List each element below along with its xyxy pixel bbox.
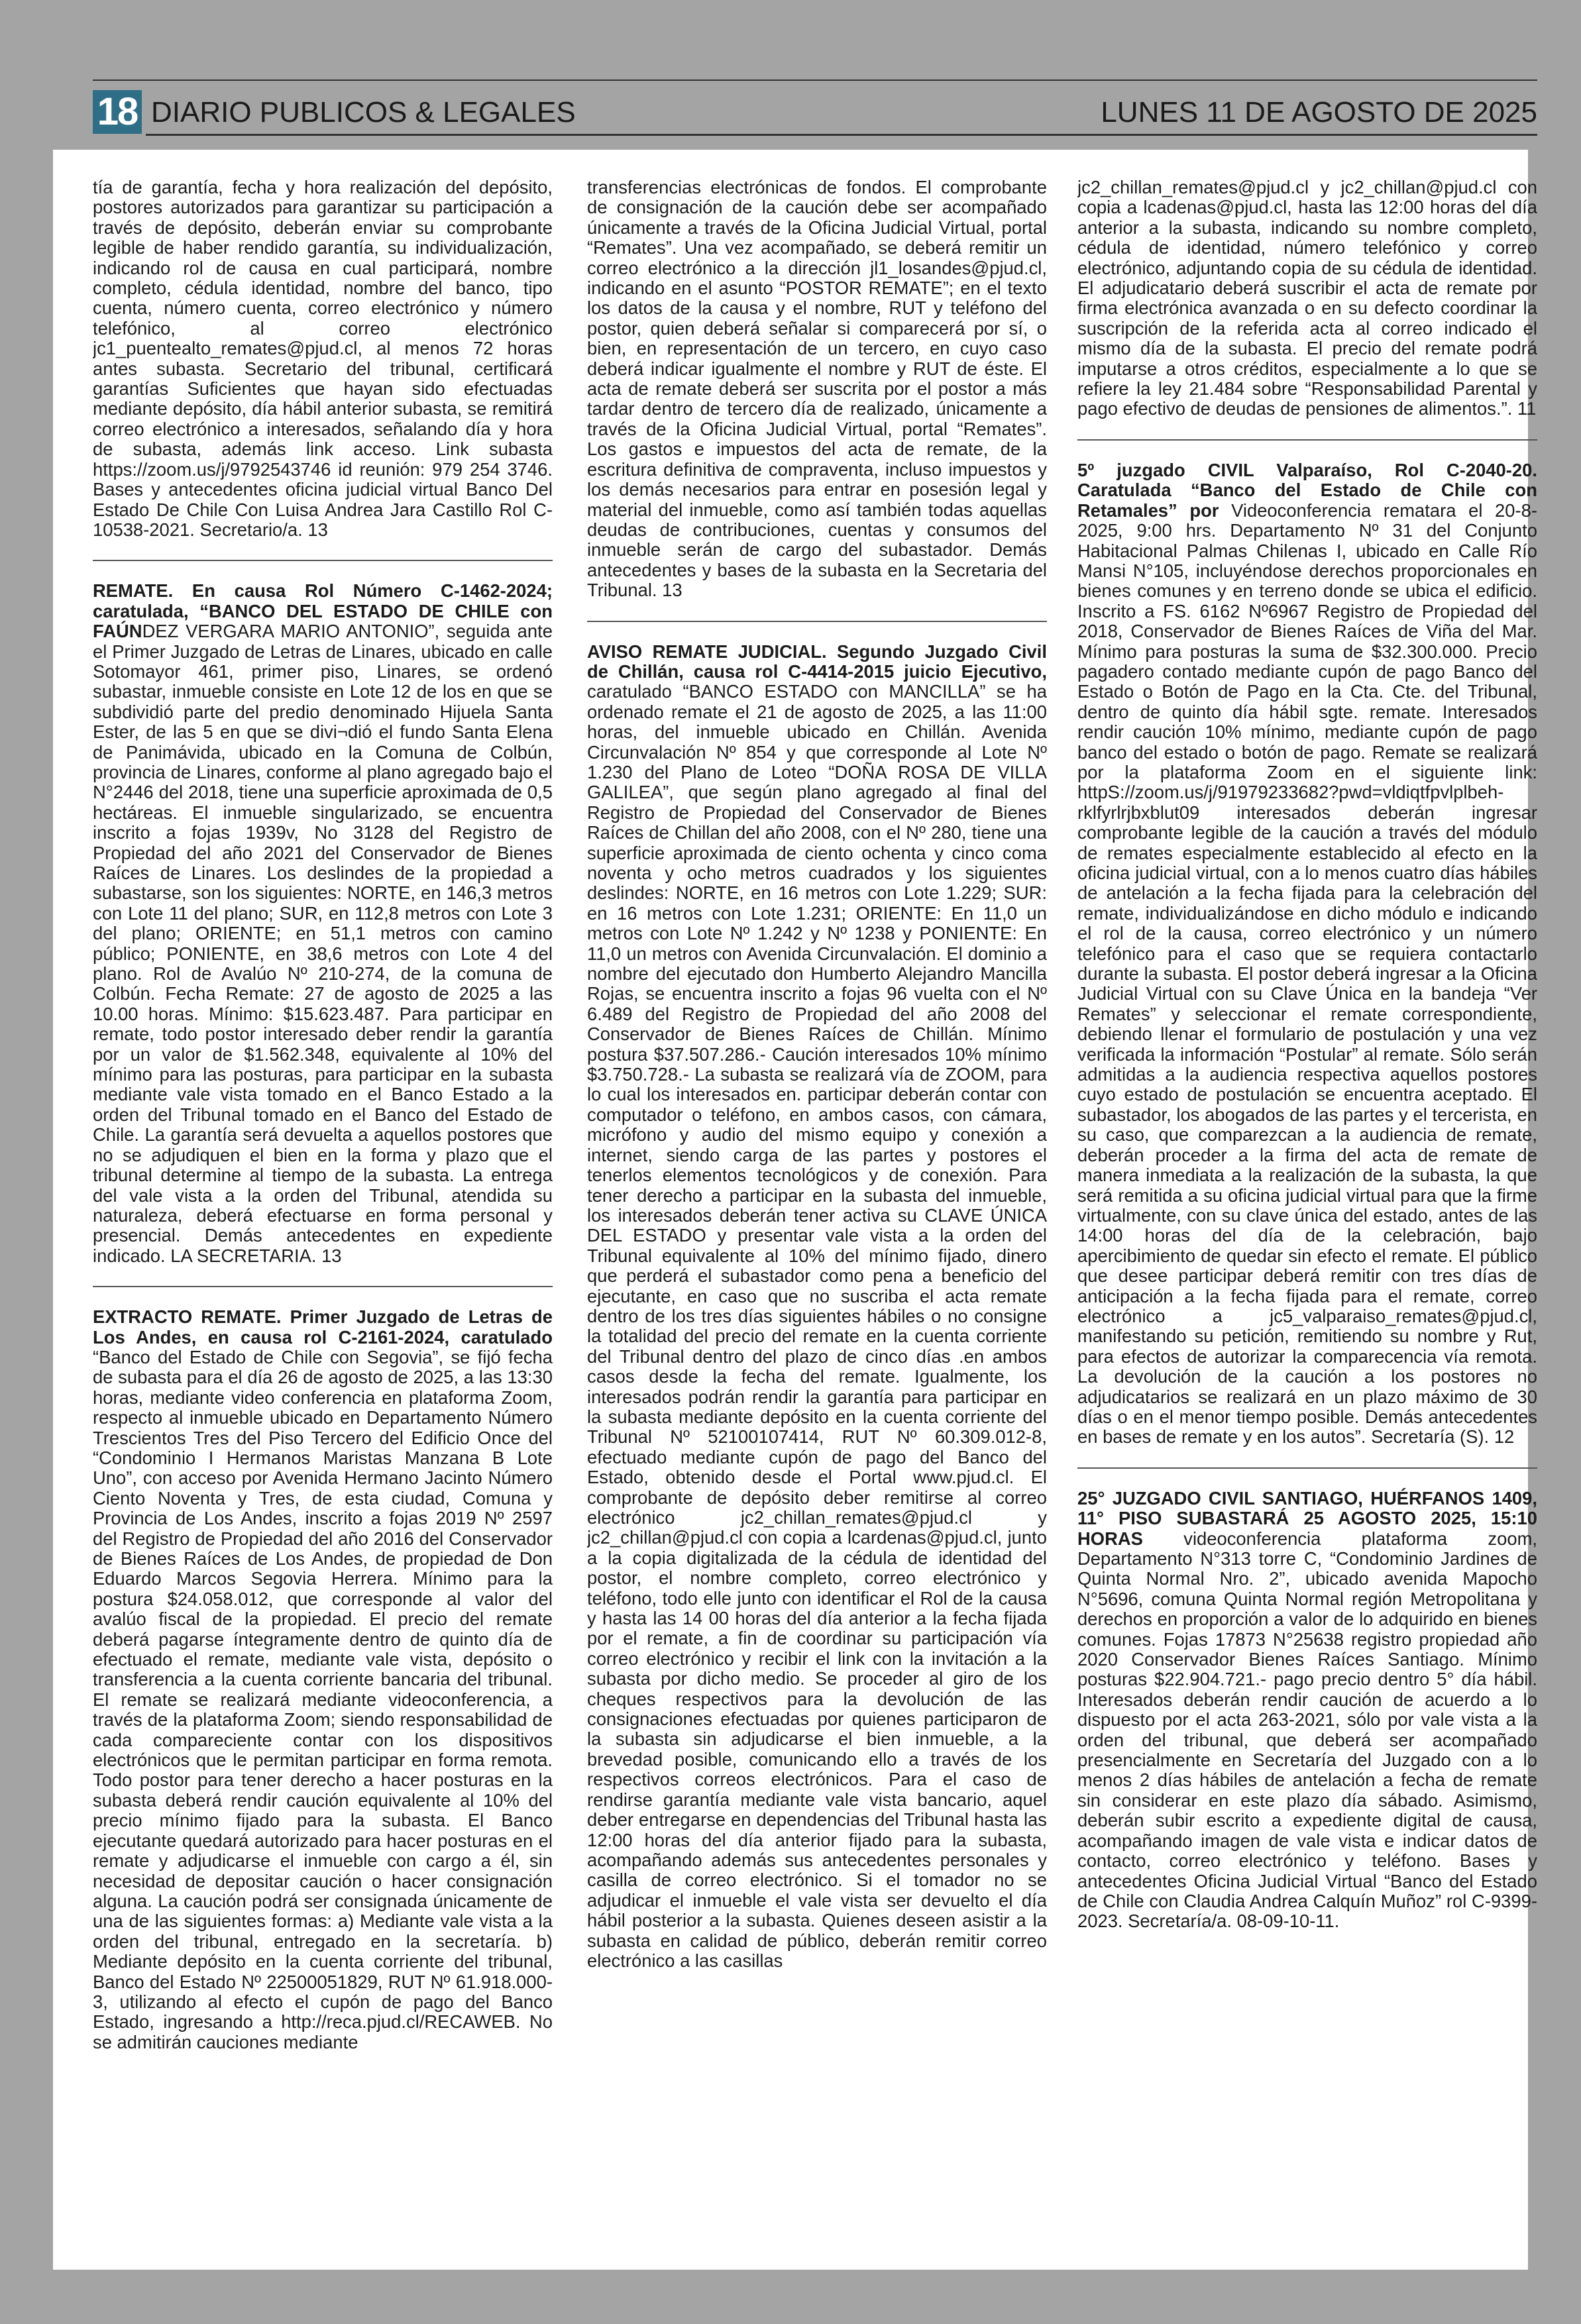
- notice-text: transferencias electrónicas de fondos. El comprobante de consignación de la caución debe ser acompañado únicamente a través de la Oficina Judicial Virtual, portal “Remates”. Una vez acompañado, se deberá remitir un correo electrónico a la dirección jl1_losandes@pjud.cl, indicando en el asunto “POSTOR REMATE”; en el texto los datos de la causa y el nombre, RUT y teléfono del postor, quien deberá señalar si comparecerá por sí, o bien, en representación de un tercero, en cuyo caso deberá indicar igualmente el nombre y RUT de éste. El acta de remate deberá ser suscrita por el postor a más tardar dentro de tercero día de realizado, únicamente a través de la Oficina Judicial Virtual, portal “Remates”. Los gastos e impuestos del acta de remate, de la escritura definitiva de compraventa, incluso impuestos y los demás necesarios para entrar en posesión legal y material del inmueble, como así también todas aquellas deudas de contribuciones, cuentas y consumos del inmueble serán de cargo del subastador. Demás antecedentes y bases de la subasta en la Secretaria del Tribunal. 13: [587, 178, 1047, 601]
- notice: [93, 1307, 553, 2052]
- notice-lead: 5º juzgado CIVIL Valparaíso, Rol C-2040-20. Caratulada “Banco del Estado de Chile con Retamales” por: [1077, 459, 1537, 521]
- notice-text: jc2_chillan_remates@pjud.cl y jc2_chillan@pjud.cl con copia a lcadenas@pjud.cl, hasta las 12:00 horas del día anterior a la subasta, indicando su nombre completo, cédula de identidad, número telefónico y correo electrónico, adjuntando copia de su cédula de identidad. El adjudicatario deberá suscribir el acta de remate por firma electrónica avanzada o en su defecto coordinar la suscripción de la referida acta al correo indicado el mismo día de la subasta. El precio del remate podrá imputarse a otros créditos, especialmente a lo que se refiere la ley 21.484 sobre “Responsabilidad Parental y pago efectivo de deudas de pensiones de alimentos.”. 11: [1077, 178, 1537, 419]
- header-rule: [146, 134, 1537, 136]
- page-sheet: [53, 150, 1537, 2270]
- notice: [587, 178, 1047, 601]
- column-1: [93, 178, 553, 2245]
- publication-title: DIARIO PUBLICOS & LEGALES: [151, 96, 576, 129]
- notice: [93, 178, 553, 540]
- notice-divider: [93, 1286, 553, 1287]
- notice-text: “Banco del Estado de Chile con Segovia”, se fijó fecha de subasta para el día 26 de agosto de 2025, a las 13:30 horas, mediante video conferencia en plataforma Zoom, respecto al inmueble ubicado en Departamento Número Trescientos Tres del Piso Tercero del Edificio Once del “Condominio I Hermanos Maristas Manzana B Lote Uno”, con acceso por Avenida Hermano Jacinto Número Ciento Noventa y Tres, de esta ciudad, Comuna y Provincia de Los Andes, inscrito a fojas 2019 Nº 2597 del Registro de Propiedad del año 2016 del Conservador de Bienes Raíces de Los Andes, de propiedad de Don Eduardo Marcos Segovia Herrera. Mínimo para la postura $24.058.012, que corresponde al valor del avalúo fiscal de la propiedad. El precio del remate deberá pagarse íntegramente dentro de quinto día de efectuado el remate, mediante vale vista, depósito o transferencia a la cuenta corriente bancaria del tribunal. El remate se realizará mediante videoconferencia, a través de la plataforma Zoom; siendo responsabilidad de cada compareciente contar con los dispositivos electrónicos que le permitan participar en forma remota. Todo postor para tener derecho a hacer posturas en la subasta deberá rendir caución equivalente al 10% del precio mínimo fijado para la subasta. El Banco ejecutante quedará autorizado para hacer posturas en el remate y adjudicarse el inmueble con cargo a él, sin necesidad de depositar caución o hacer consignación alguna. La caución podrá ser consignada únicamente de una de las siguientes formas: a) Mediante vale vista a la orden del tribunal, entregado en la secretaría. b) Mediante depósito en la cuenta corriente del tribunal, Banco del Estado Nº 22500051829, RUT Nº 61.918.000- 3, utilizando al efecto el cupón de pago del Banco Estado, ingresando a http://reca.pjud.cl/RECAWEB. No se admitirán cauciones mediante: [93, 1346, 553, 2052]
- notice-text: DEZ VERGARA MARIO ANTONIO”, seguida ante el Primer Juzgado de Letras de Linares, ubicado en calle Sotomayor 461, primer piso, Linares, se ordenó subastar, inmueble consiste en Lote 12 de los en que se subdividió parte del predio denominado Hijuela Santa Ester, de las 5 en que se divi¬dió el fundo Santa Elena de Panimávida, ubicado en la Comuna de Colbún, provincia de Linares, conforme al plano agregado bajo el N°2446 del 2018, tiene una superficie aproximada de 0,5 hectáreas. El inmueble singularizado, se encuentra inscrito a fojas 1939v, No 3128 del Registro de Propiedad del año 2021 del Conservador de Bienes Raíces de Linares. Los deslindes de la propiedad a subastarse, son los siguientes: NORTE, en 146,3 metros con Lote 11 del plano; SUR, en 112,8 metros con Lote 3 del plano; ORIENTE; en 51,1 metros con camino público; PONIENTE, en 38,6 metros con Lote 4 del plano. Rol de Avalúo Nº 210-274, de la comuna de Colbún. Fecha Remate: 27 de agosto de 2025 a las 10.00 horas. Mínimo: $15.623.487. Para participar en remate, todo postor interesado deber rendir la garantía por un valor de $1.562.348, equivalente al 10% del mínimo para las posturas, para participar en la subasta mediante vale vista tomado en el Banco Estado a la orden del Tribunal tomado en el Banco del Estado de Chile. La garantía será devuelta a aquellos postores que no se adjudiquen el bien en la forma y plazo que el tribunal determine al tiempo de la subasta. La entrega del vale vista a la orden del Tribunal, atendida su naturaleza, deberá efectuarse en forma personal y presencial. Demás antecedentes en expediente indicado. LA SECRETARIA. 13: [93, 621, 553, 1266]
- notice-text: videoconferencia plataforma zoom, Departamento N°313 torre C, “Condominio Jardines de Quinta Normal Nro. 2”, ubicado avenida Mapocho N°5696, comuna Quinta Normal región Metropolitana y derechos en proporción a valor de lo adquirido en bienes comunes. Fojas 17873 N°25638 registro propiedad año 2020 Conservador Bienes Raíces Santiago. Mínimo posturas $22.904.721.- pago precio dentro 5° día hábil. Interesados deberán rendir caución de acuerdo a lo dispuesto por el acta 263-2021, sólo por vale vista a la orden del tribunal, que deberá ser acompañado presencialmente en Secretaría del Juzgado con a lo menos 2 días hábiles de antelación a fecha de remate sin considerar en este plazo día sábado. Asimismo, deberán subir escrito a expediente digital de causa, acompañando imagen de vale vista e indicar datos de contacto, correo electrónico y teléfono. Bases y antecedentes Oficina Judicial Virtual “Banco del Estado de Chile con Claudia Andrea Calquín Muñoz” rol C-9399-2023. Secretaría/a. 08-09-10-11.: [1077, 1528, 1537, 1932]
- page-header: [93, 79, 1537, 138]
- page-number: 18: [93, 90, 142, 134]
- publication-date: LUNES 11 DE AGOSTO DE 2025: [1101, 96, 1537, 129]
- notice-lead: 25° JUZGADO CIVIL SANTIAGO, HUÉRFANOS 1409, 11° PISO SUBASTARÁ 25 AGOSTO 2025, 15:10 HORAS: [1077, 1487, 1537, 1549]
- notice: [93, 581, 553, 1266]
- notice-lead: REMATE. En causa Rol Número C-1462-2024; caratulada, “BANCO DEL ESTADO DE CHILE con FAÚN: [93, 580, 553, 642]
- notice-divider: [93, 560, 553, 561]
- notice-text: Videoconferencia rematara el 20-8-2025, 9:00 hrs. Departamento Nº 31 del Conjunto Habitacional Palmas Chilenas I, ubicado en Calle Río Mansi N°105, incluyéndose derechos proporcionales en bienes comunes y en terreno donde se ubica el edificio. Inscrito a FS. 6162 Nº6967 Registro de Propiedad del 2018, Conservador de Bienes Raíces de Viña del Mar. Mínimo para posturas la suma de $32.300.000. Precio pagadero contado mediante cupón de pago Banco del Estado o Botón de Pago en la Cta. Cte. del Tribunal, dentro de quinto día hábil sgte. remate. Interesados rendir caución 10% mínimo, mediante cupón de pago banco del estado o botón de pago. Remate se realizará por la plataforma Zoom en el siguiente link: httpS://zoom.us/j/91979233682?pwd=vldiqtfpvlplbeh-rklfyrlrjbxblut09 interesados deberán ingresar comprobante legible de la caución a través del módulo de remates especialmente establecido al efecto en la oficina judicial virtual, con a lo menos cuatro días hábiles de antelación a la fecha fijada para la celebración del remate, individualizándose en dicho módulo e indicando el rol de la causa, correo electrónico y un número telefónico para el caso que se requiera contactarlo durante la subasta. El postor deberá ingresar a la Oficina Judicial Virtual con su Clave Única en la bandeja “Ver Remates” y seleccionar el remate correspondiente, debiendo llenar el formulario de postulación y una vez verificada la información “Postular” al remate. Sólo serán admitidas a la audiencia respectiva aquellos postores cuyo estado de postulación se encuentra aceptado. El subastador, los abogados de las partes y el tercerista, en su caso, que comparezcan a la audiencia de remate, deberán proceder a la firma del acta de remate de manera inmediata a la realización de la subasta, la que será remitida a su oficina judicial virtual para que la firme virtualmente, con su clave única del estado, antes de las 14:00 horas del día de la celebración, bajo apercibimiento de quedar sin efecto el remate. El público que desee participar deberá remitir con tres días de anticipación a la fecha fijada para el remate, correo electrónico a jc5_valparaiso_remates@pjud.cl, manifestando su petición, remitiendo su nombre y Rut, para efectos de autorizar la comparecencia vía remota. La devolución de la caución a los postores no adjudicatarios se realizará en un plazo máximo de 30 días o en el menor tiempo posible. Demás antecedentes en bases de remate y en los autos”. Secretaría (S). 12: [1077, 500, 1537, 1448]
- notice: [587, 642, 1047, 1972]
- column-3: [1077, 178, 1537, 2245]
- notice-divider: [1077, 1467, 1537, 1469]
- notice-text: tía de garantía, fecha y hora realización del depósito, postores autorizados para garantizar su participación a través de depósito, deberán enviar su comprobante legible de haber rendido garantía, su individualización, indicando rol de causa en cual participará, nombre completo, cédula identidad, nombre del banco, tipo cuenta, número cuenta, correo electrónico y número telefónico, al correo electrónico jc1_puentealto_remates@pjud.cl, al menos 72 horas antes subasta. Secretario del tribunal, certificará garantías Suficientes que hayan sido efectuadas mediante depósito, día hábil anterior subasta, se remitirá correo electrónico a interesados, señalando día y hora de subasta, además link acceso. Link subasta https://zoom.us/j/9792543746 id reunión: 979 254 3746. Bases y antecedentes oficina judicial virtual Banco Del Estado De Chile Con Luisa Andrea Jara Castillo Rol C-10538-2021. Secretario/a. 13: [93, 178, 553, 540]
- notice-text: caratulado “BANCO ESTADO con MANCILLA” se ha ordenado remate el 21 de agosto de 2025, a las 11:00 horas, del inmueble ubicado en Chillán. Avenida Circunvalación Nº 854 y que corresponde al Lote Nº 1.230 del Plano de Loteo “DOÑA ROSA DE VILLA GALILEA”, que según plano agregado al final del Registro de Propiedad del Conservador de Bienes Raíces de Chillan del año 2008, con el Nº 280, tiene una superficie aproximada de ciento ochenta y cinco coma noventa y ocho metros cuadrados y los siguientes deslindes: NORTE, en 16 metros con Lote 1.229; SUR: en 16 metros con Lote 1.231; ORIENTE: En 11,0 un metros con Lote Nº 1.242 y Nº 1238 y PONIENTE: En 11,0 un metros con Avenida Circunvalación. El dominio a nombre del ejecutado don Humberto Alejandro Mancilla Rojas, se encuentra inscrito a fojas 96 vuelta con el Nº 6.489 del Registro de Propiedad del año 2008 del Conservador de Bienes Raíces de Chillán. Mínimo postura $37.507.286.- Caución interesados 10% mínimo $3.750.728.- La subasta se realizará vía de ZOOM, para lo cual los interesados en. participar deberán contar con computador o teléfono, en ambos casos, con cámara, micrófono y audio del mismo equipo y conexión a internet, siendo carga de las partes y postores el tenerlos elementos tecnológicos y de conexión. Para tener derecho a participar en la subasta del inmueble, los interesados deberán tener activa su CLAVE ÚNICA DEL ESTADO y presentar vale vista a la orden del Tribunal equivalente al 10% del mínimo fijado, dinero que perderá el subastador como pena a beneficio del ejecutante, en caso que no suscriba el acta remate dentro de los tres días siguientes hábiles o no consigne la totalidad del precio del remate en la cuenta corriente del Tribunal dentro del plazo de cinco días .en ambos casos desde la fecha del remate. Igualmente, los interesados podrán rendir la garantía para participar en la subasta mediante depósito en la cuenta corriente del Tribunal Nº 52100107414, RUT Nº 60.309.012-8, efectuado mediante cupón de pago del Banco del Estado, obtenido desde el Portal www.pjud.cl. El comprobante de depósito deber remitirse al correo electrónico jc2_chillan_remates@pjud.cl y jc2_chillan@pjud.cl con copia a lcardenas@pjud.cl, junto a la copia digitalizada de la cédula de identidad del postor, el nombre completo, correo electrónico y teléfono, todo elle junto con identificar el Rol de la causa y hasta las 14 00 horas del día anterior a la fecha fijada por el remate, a fin de coordinar su participación vía correo electrónico y recibir el link con la invitación a la subasta por dicho medio. Se proceder al giro de los cheques respectivos para la devolución de las consignaciones efectuadas por quienes participaron de la subasta sin adjudicarse el bien inmueble, a la brevedad posible, comunicando ello a través de los respectivos correos electrónicos. Para el caso de rendirse garantía mediante vale vista bancario, aquel deber entregarse en dependencias del Tribunal hasta las 12:00 horas del día anterior fijado para la subasta, acompañando además sus antecedentes personales y casilla de correo electrónico. Si el tomador no se adjudicar el inmueble el vale vista ser devuelto el día hábil posterior a la subasta. Quienes deseen asistir a la subasta en calidad de público, deberán remitir correo electrónico a las casillas: [587, 681, 1047, 1971]
- column-2: [587, 178, 1047, 2245]
- notice-divider: [587, 621, 1047, 622]
- notice-lead: EXTRACTO REMATE. Primer Juzgado de Letras de Los Andes, en causa rol C-2161-2024, caratulado: [93, 1306, 553, 1347]
- notice: [1077, 178, 1537, 419]
- notice-divider: [1077, 439, 1537, 441]
- notice: [1077, 460, 1537, 1448]
- notice-lead: AVISO REMATE JUDICIAL. Segundo Juzgado Civil de Chillán, causa rol C-4414-2015 juicio Ejecutivo,: [587, 641, 1047, 682]
- notice: [1077, 1489, 1537, 1932]
